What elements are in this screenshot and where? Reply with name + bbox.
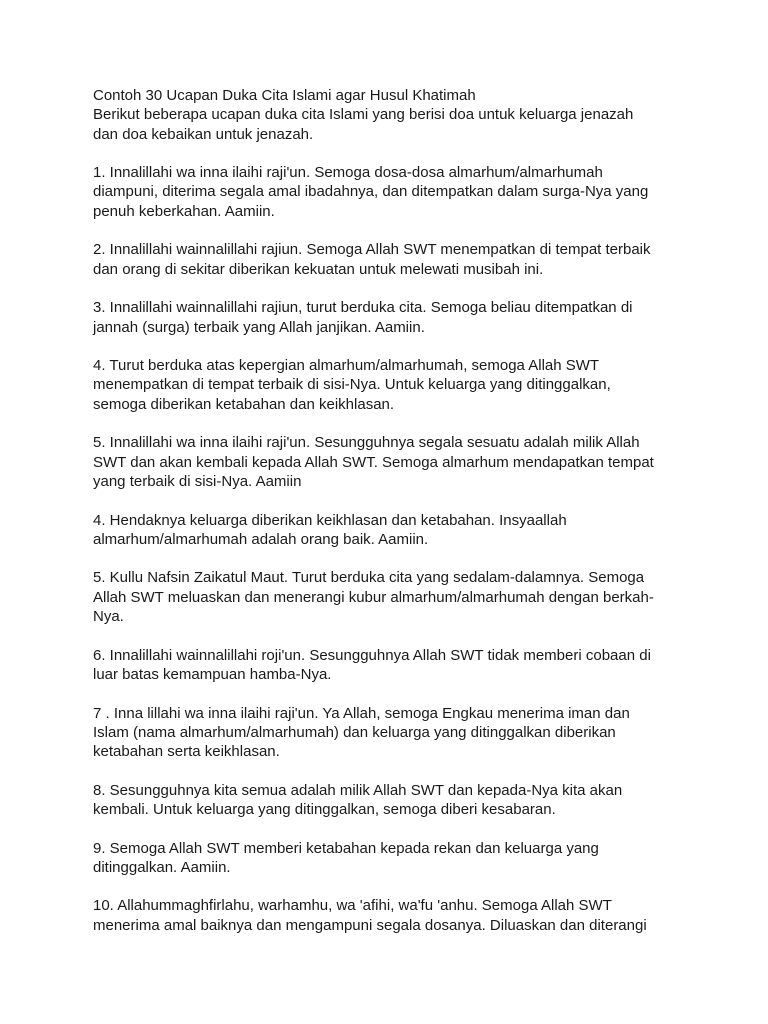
list-item (93, 240, 675, 279)
item-line: 8. Sesungguhnya kita semua adalah milik Allah SWT dan kepada-Nya kita akan (93, 781, 623, 799)
item-line: kembali. Untuk keluarga yang ditinggalkan, semoga diberi kesabaran. (93, 800, 556, 818)
item-line: 2. Innalillahi wainnalillahi rajiun. Semoga Allah SWT menempatkan di tempat terbaik (93, 241, 651, 259)
item-line: 5. Innalillahi wa inna ilaihi raji'un. Sesungguhnya segala sesuatu adalah milik Allah (93, 434, 640, 452)
item-line: 6. Innalillahi wainnalillahi roji'un. Sesungguhnya Allah SWT tidak memberi cobaan di (93, 646, 651, 664)
item-line: dan orang di sekitar diberikan kekuatan untuk melewati musibah ini. (93, 260, 544, 278)
item-line: Nya. (93, 608, 124, 626)
document-intro (93, 86, 675, 144)
item-line: semoga diberikan ketabahan dan keikhlasan. (93, 395, 395, 413)
item-line: Islam (nama almarhum/almarhumah) dan keluarga yang ditinggalkan diberikan (93, 723, 616, 741)
document-title: Contoh 30 Ucapan Duka Cita Islami agar Husul Khatimah (93, 87, 476, 104)
item-line: diampuni, diterima segala amal ibadahnya, dan ditempatkan dalam surga-Nya yang (93, 183, 649, 201)
item-line: 7 . Inna lillahi wa inna ilaihi raji'un. Ya Allah, semoga Engkau menerima iman dan (93, 704, 630, 722)
list-item (93, 568, 675, 626)
item-line: SWT dan akan kembali kepada Allah SWT. Semoga almarhum mendapatkan tempat (93, 453, 654, 471)
item-line: ketabahan serta keikhlasan. (93, 743, 280, 761)
item-line: 1. Innalillahi wa inna ilaihi raji'un. Semoga dosa-dosa almarhum/almarhumah (93, 164, 603, 182)
list-item (93, 896, 675, 935)
list-item (93, 511, 675, 550)
list-item (93, 433, 675, 491)
item-line: luar batas kemampuan hamba-Nya. (93, 665, 332, 683)
item-line: menempatkan di tempat terbaik di sisi-Nya. Untuk keluarga yang ditinggalkan, (93, 376, 611, 394)
list-item (93, 163, 675, 221)
item-line: 4. Hendaknya keluarga diberikan keikhlasan dan ketabahan. Insyaallah (93, 511, 567, 529)
list-item (93, 356, 675, 414)
intro-line: Berikut beberapa ucapan duka cita Islami yang berisi doa untuk keluarga jenazah (93, 106, 634, 124)
item-line: 9. Semoga Allah SWT memberi ketabahan kepada rekan dan keluarga yang (93, 839, 599, 857)
item-line: yang terbaik di sisi-Nya. Aamiin (93, 472, 302, 490)
list-item (93, 839, 675, 878)
item-line: Allah SWT meluaskan dan menerangi kubur almarhum/almarhumah dengan berkah- (93, 588, 654, 606)
item-line: menerima amal baiknya dan mengampuni segala dosanya. Diluaskan dan diterangi (93, 916, 647, 934)
item-line: penuh keberkahan. Aamiin. (93, 202, 275, 220)
item-line: ditinggalkan. Aamiin. (93, 858, 231, 876)
item-line: 4. Turut berduka atas kepergian almarhum/almarhumah, semoga Allah SWT (93, 357, 600, 375)
list-item (93, 781, 675, 820)
document-body (93, 86, 675, 954)
item-line: almarhum/almarhumah adalah orang baik. Aamiin. (93, 530, 429, 548)
item-line: jannah (surga) terbaik yang Allah janjikan. Aamiin. (93, 318, 425, 336)
item-line: 3. Innalillahi wainnalillahi rajiun, turut berduka cita. Semoga beliau ditempatkan di (93, 299, 633, 317)
item-line: 10. Allahummaghfirlahu, warhamhu, wa 'afihi, wa'fu 'anhu. Semoga Allah SWT (93, 897, 612, 915)
list-item (93, 646, 675, 685)
list-item (93, 704, 675, 762)
intro-line: dan doa kebaikan untuk jenazah. (93, 125, 314, 143)
list-item (93, 298, 675, 337)
item-line: 5. Kullu Nafsin Zaikatul Maut. Turut berduka cita yang sedalam-dalamnya. Semoga (93, 569, 645, 587)
